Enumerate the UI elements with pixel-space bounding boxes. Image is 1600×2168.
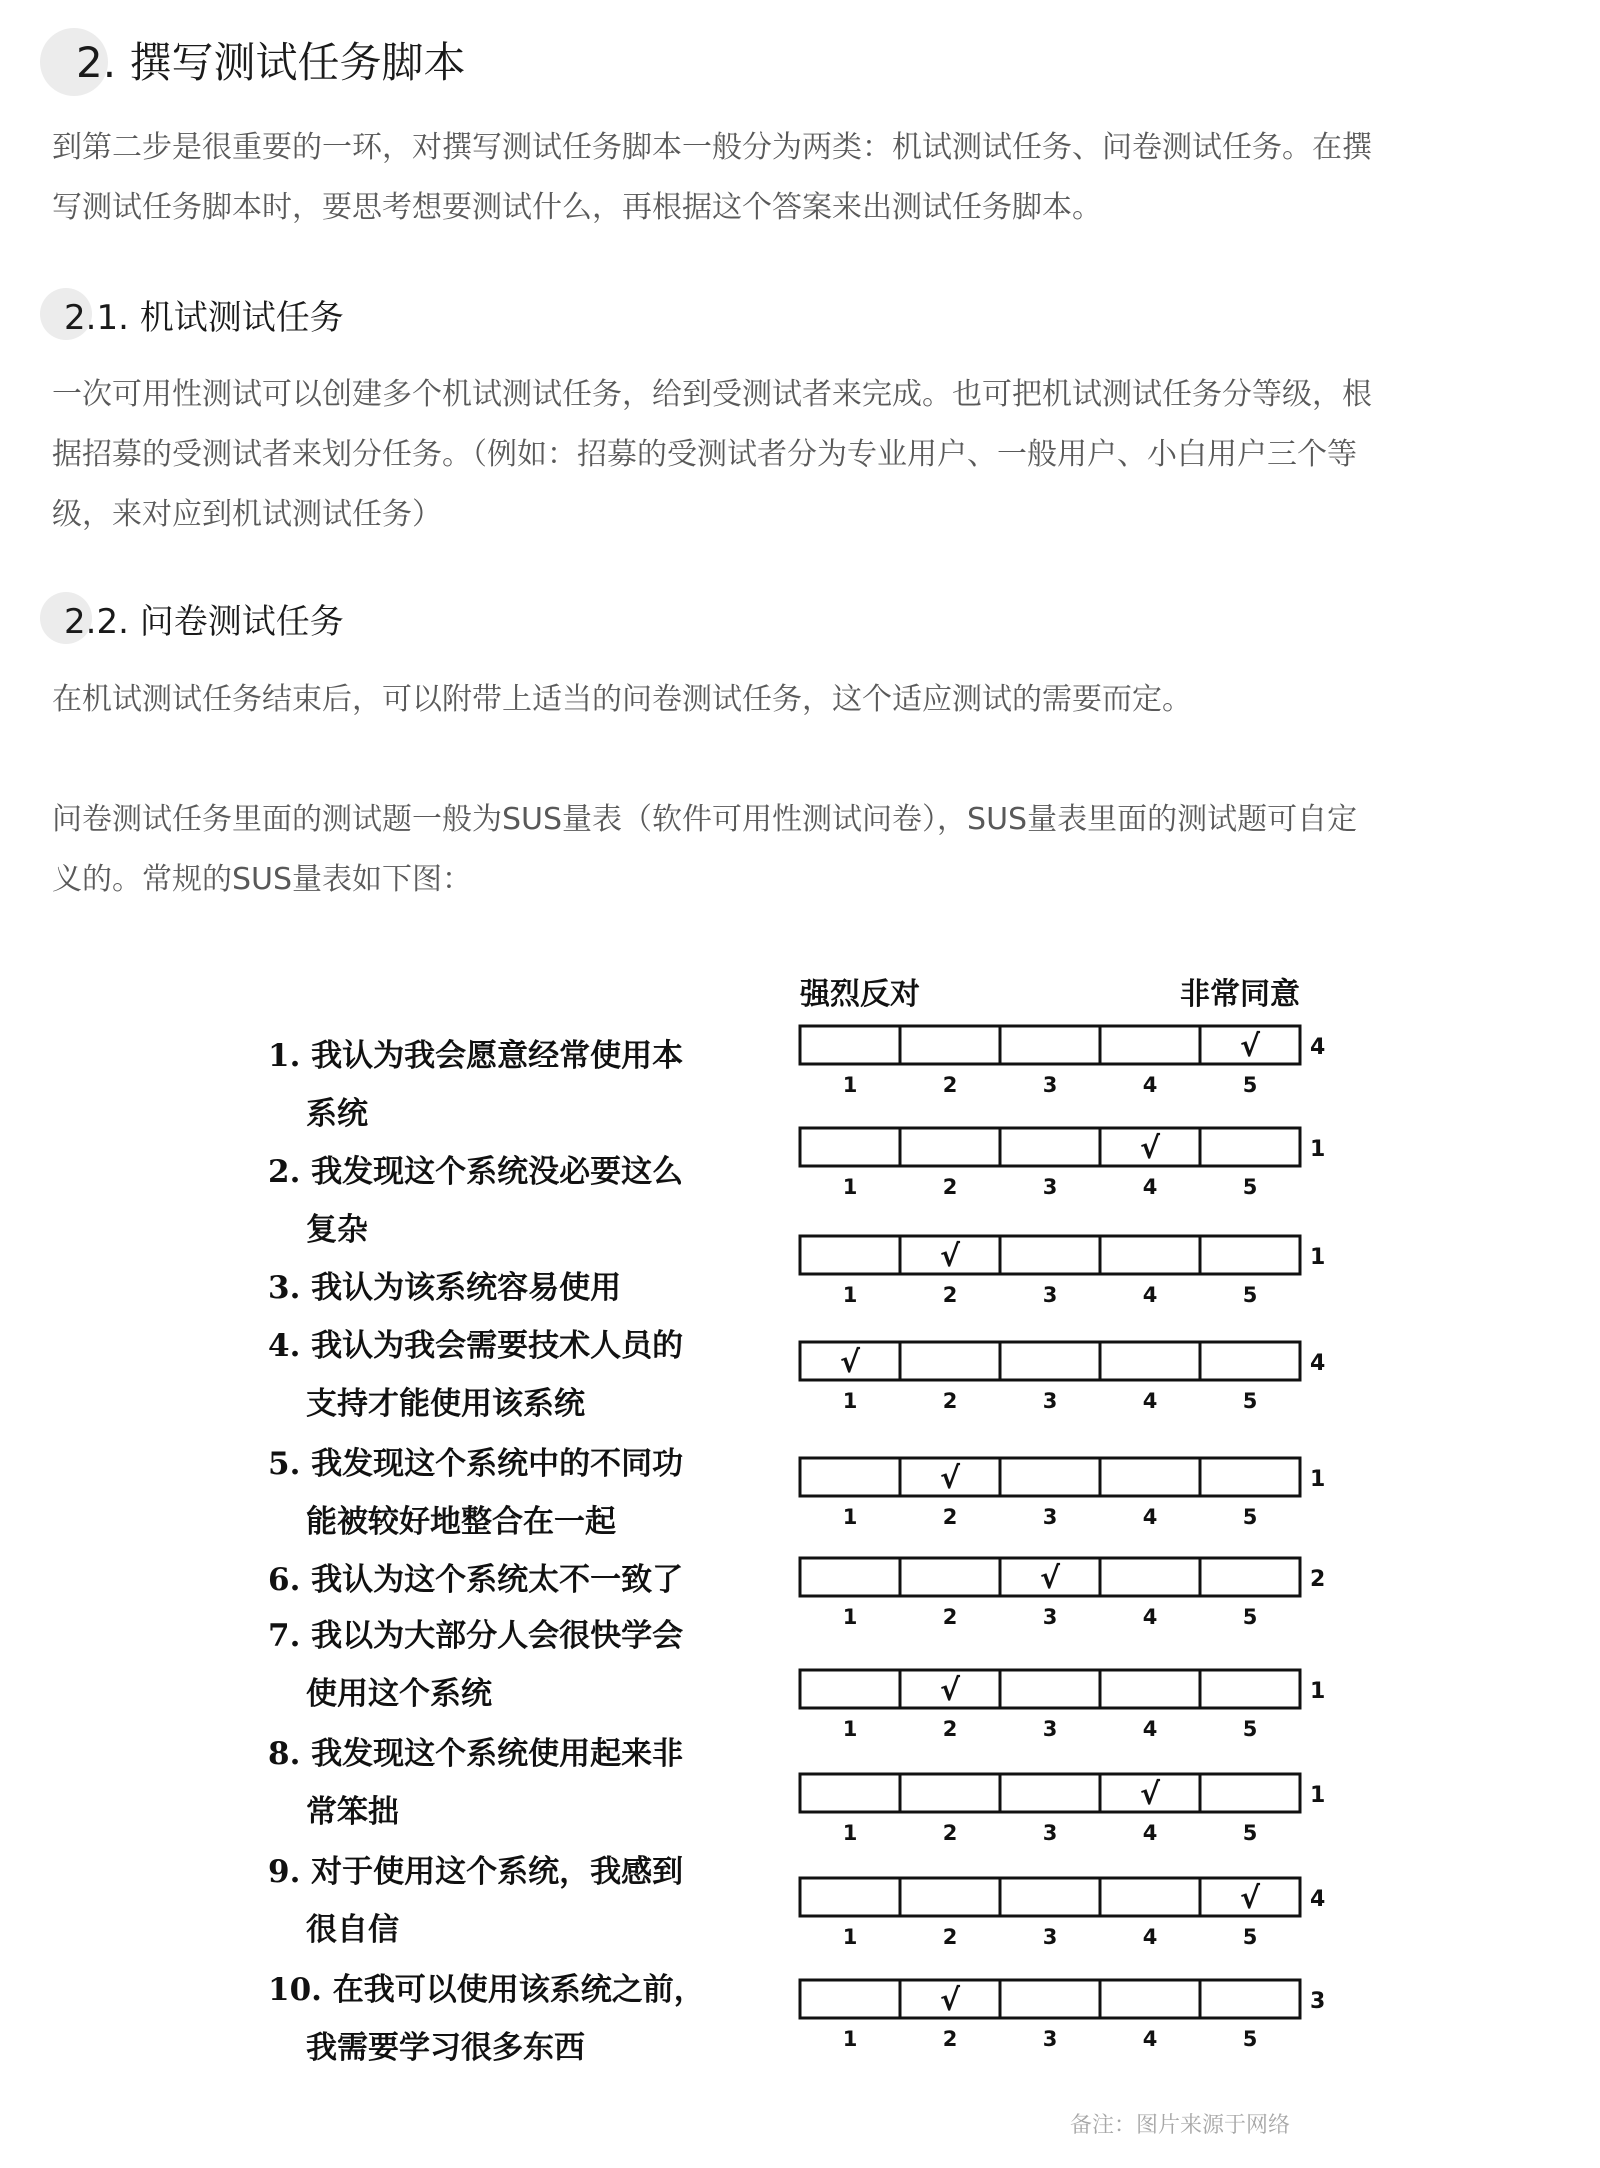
question-8-text: 8. 我发现这个系统使用起来非 bbox=[268, 1736, 684, 1772]
scale-number-1: 1 bbox=[842, 1175, 858, 1199]
score-q1: 4 bbox=[1310, 1035, 1326, 1060]
scale-number-4: 4 bbox=[1142, 1925, 1158, 1949]
scale-number-3: 3 bbox=[1042, 2027, 1058, 2051]
scale-number-2: 2 bbox=[942, 1283, 958, 1307]
question-8-text: 常笨拙 bbox=[306, 1794, 399, 1830]
scale-number-3: 3 bbox=[1042, 1073, 1058, 1097]
section-1-paragraph: 一次可用性测试可以创建多个机试测试任务，给到受测试者来完成。也可把机试测试任务分等级，根 据招募的受测试者来划分任务。（例如：招募的受测试者分为专业用户、一般用户、小白用户三个等 级，来对应到机试测试任务） bbox=[52, 377, 1372, 532]
scale-number-2: 2 bbox=[942, 1505, 958, 1529]
score-q8: 1 bbox=[1310, 1783, 1326, 1808]
scale-number-1: 1 bbox=[842, 1925, 858, 1949]
scale-number-4: 4 bbox=[1142, 1605, 1158, 1629]
scale-number-5: 5 bbox=[1242, 1717, 1258, 1741]
label-strongly-disagree: 强烈反对 bbox=[800, 977, 920, 1012]
score-q7: 1 bbox=[1310, 1679, 1326, 1704]
scale-number-3: 3 bbox=[1042, 1925, 1058, 1949]
check-mark-q10: √ bbox=[939, 1983, 961, 2018]
question-4-text: 支持才能使用该系统 bbox=[306, 1386, 585, 1422]
rating-box-q9 bbox=[800, 1878, 1300, 1916]
scale-number-5: 5 bbox=[1242, 1505, 1258, 1529]
scale-number-2: 2 bbox=[942, 2027, 958, 2051]
scale-number-1: 1 bbox=[842, 1505, 858, 1529]
scale-number-1: 1 bbox=[842, 1073, 858, 1097]
scale-number-5: 5 bbox=[1242, 1605, 1258, 1629]
scale-number-4: 4 bbox=[1142, 1717, 1158, 1741]
rating-box-q1 bbox=[800, 1026, 1300, 1064]
subsection-heading-2-1 bbox=[40, 288, 344, 340]
scale-number-1: 1 bbox=[842, 2027, 858, 2051]
check-mark-q3: √ bbox=[939, 1239, 961, 1274]
question-7-text: 7. 我以为大部分人会很快学会 bbox=[268, 1618, 684, 1654]
scale-number-5: 5 bbox=[1242, 1073, 1258, 1097]
heading-text: 2. 撰写测试任务脚本 bbox=[76, 38, 466, 87]
section-2-paragraph-b: 问卷测试任务里面的测试题一般为SUS量表（软件可用性测试问卷），SUS量表里面的测试题可自定 义的。常规的SUS量表如下图： bbox=[52, 802, 1358, 897]
question-5-text: 能被较好地整合在一起 bbox=[306, 1504, 616, 1540]
subsection-heading-2-2 bbox=[40, 592, 344, 644]
scale-number-2: 2 bbox=[942, 1925, 958, 1949]
subsection-heading-text: 2.2. 问卷测试任务 bbox=[64, 601, 344, 642]
score-q5: 1 bbox=[1310, 1467, 1326, 1492]
label-strongly-agree: 非常同意 bbox=[1180, 977, 1300, 1012]
rating-box-q3 bbox=[800, 1236, 1300, 1274]
scale-number-1: 1 bbox=[842, 1821, 858, 1845]
scale-number-4: 4 bbox=[1142, 1283, 1158, 1307]
score-q9: 4 bbox=[1310, 1887, 1326, 1912]
score-q6: 2 bbox=[1310, 1567, 1326, 1592]
intro-paragraph: 到第二步是很重要的一环，对撰写测试任务脚本一般分为两类：机试测试任务、问卷测试任务。在撰 写测试任务脚本时，要思考想要测试什么，再根据这个答案来出测试任务脚本。 bbox=[52, 130, 1372, 225]
check-mark-q4: √ bbox=[839, 1345, 861, 1380]
scale-number-1: 1 bbox=[842, 1283, 858, 1307]
rating-box-q10 bbox=[800, 1980, 1300, 2018]
scale-number-5: 5 bbox=[1242, 1925, 1258, 1949]
scale-number-5: 5 bbox=[1242, 1283, 1258, 1307]
scale-number-4: 4 bbox=[1142, 1505, 1158, 1529]
scale-number-3: 3 bbox=[1042, 1717, 1058, 1741]
check-mark-q5: √ bbox=[939, 1461, 961, 1496]
question-5-text: 5. 我发现这个系统中的不同功 bbox=[268, 1446, 684, 1482]
scale-number-4: 4 bbox=[1142, 1175, 1158, 1199]
scale-number-4: 4 bbox=[1142, 1821, 1158, 1845]
section-heading bbox=[40, 28, 465, 92]
scale-number-3: 3 bbox=[1042, 1175, 1058, 1199]
scale-number-4: 4 bbox=[1142, 2027, 1158, 2051]
score-q10: 3 bbox=[1310, 1989, 1326, 2014]
score-q2: 1 bbox=[1310, 1137, 1326, 1162]
question-10-text: 我需要学习很多东西 bbox=[306, 2030, 585, 2066]
question-4-text: 4. 我认为我会需要技术人员的 bbox=[268, 1328, 684, 1364]
scale-number-1: 1 bbox=[842, 1717, 858, 1741]
scale-number-2: 2 bbox=[942, 1389, 958, 1413]
scale-number-2: 2 bbox=[942, 1073, 958, 1097]
scale-number-5: 5 bbox=[1242, 1821, 1258, 1845]
scale-number-3: 3 bbox=[1042, 1505, 1058, 1529]
scale-number-1: 1 bbox=[842, 1605, 858, 1629]
question-7-text: 使用这个系统 bbox=[306, 1676, 492, 1712]
question-2-text: 2. 我发现这个系统没必要这么 bbox=[268, 1154, 684, 1190]
scale-number-2: 2 bbox=[942, 1175, 958, 1199]
score-q4: 4 bbox=[1310, 1351, 1326, 1376]
scale-number-1: 1 bbox=[842, 1389, 858, 1413]
scale-number-2: 2 bbox=[942, 1605, 958, 1629]
question-10-text: 10. 在我可以使用该系统之前， bbox=[268, 1972, 705, 2008]
scale-number-4: 4 bbox=[1142, 1389, 1158, 1413]
rating-box-q4 bbox=[800, 1342, 1300, 1380]
question-1-text: 1. 我认为我会愿意经常使用本 bbox=[268, 1038, 684, 1074]
rating-box-q8 bbox=[800, 1774, 1300, 1812]
rating-box-q2 bbox=[800, 1128, 1300, 1166]
question-3-text: 3. 我认为该系统容易使用 bbox=[268, 1270, 622, 1306]
check-mark-q8: √ bbox=[1139, 1777, 1161, 1812]
question-6-text: 6. 我认为这个系统太不一致了 bbox=[268, 1562, 684, 1598]
subsection-heading-text: 2.1. 机试测试任务 bbox=[64, 297, 344, 338]
scale-number-3: 3 bbox=[1042, 1605, 1058, 1629]
section-2-paragraph-a: 在机试测试任务结束后，可以附带上适当的问卷测试任务，这个适应测试的需要而定。 bbox=[52, 682, 1192, 717]
scale-number-5: 5 bbox=[1242, 1389, 1258, 1413]
check-mark-q6: √ bbox=[1039, 1561, 1061, 1596]
check-mark-q1: √ bbox=[1239, 1029, 1261, 1064]
scale-number-3: 3 bbox=[1042, 1821, 1058, 1845]
rating-box-q7 bbox=[800, 1670, 1300, 1708]
question-9-text: 9. 对于使用这个系统，我感到 bbox=[268, 1854, 684, 1890]
question-2-text: 复杂 bbox=[306, 1212, 368, 1248]
image-caption: 备注：图片来源于网络 bbox=[1069, 2113, 1290, 2138]
check-mark-q2: √ bbox=[1139, 1131, 1161, 1166]
scale-number-2: 2 bbox=[942, 1821, 958, 1845]
scale-number-3: 3 bbox=[1042, 1389, 1058, 1413]
scale-number-4: 4 bbox=[1142, 1073, 1158, 1097]
scale-number-5: 5 bbox=[1242, 2027, 1258, 2051]
rating-box-q5 bbox=[800, 1458, 1300, 1496]
check-mark-q7: √ bbox=[939, 1673, 961, 1708]
check-mark-q9: √ bbox=[1239, 1881, 1261, 1916]
score-q3: 1 bbox=[1310, 1245, 1326, 1270]
question-1-text: 系统 bbox=[306, 1096, 368, 1132]
scale-number-2: 2 bbox=[942, 1717, 958, 1741]
scale-number-5: 5 bbox=[1242, 1175, 1258, 1199]
sus-questionnaire-image bbox=[240, 958, 1360, 2098]
question-9-text: 很自信 bbox=[306, 1912, 399, 1948]
scale-number-3: 3 bbox=[1042, 1283, 1058, 1307]
